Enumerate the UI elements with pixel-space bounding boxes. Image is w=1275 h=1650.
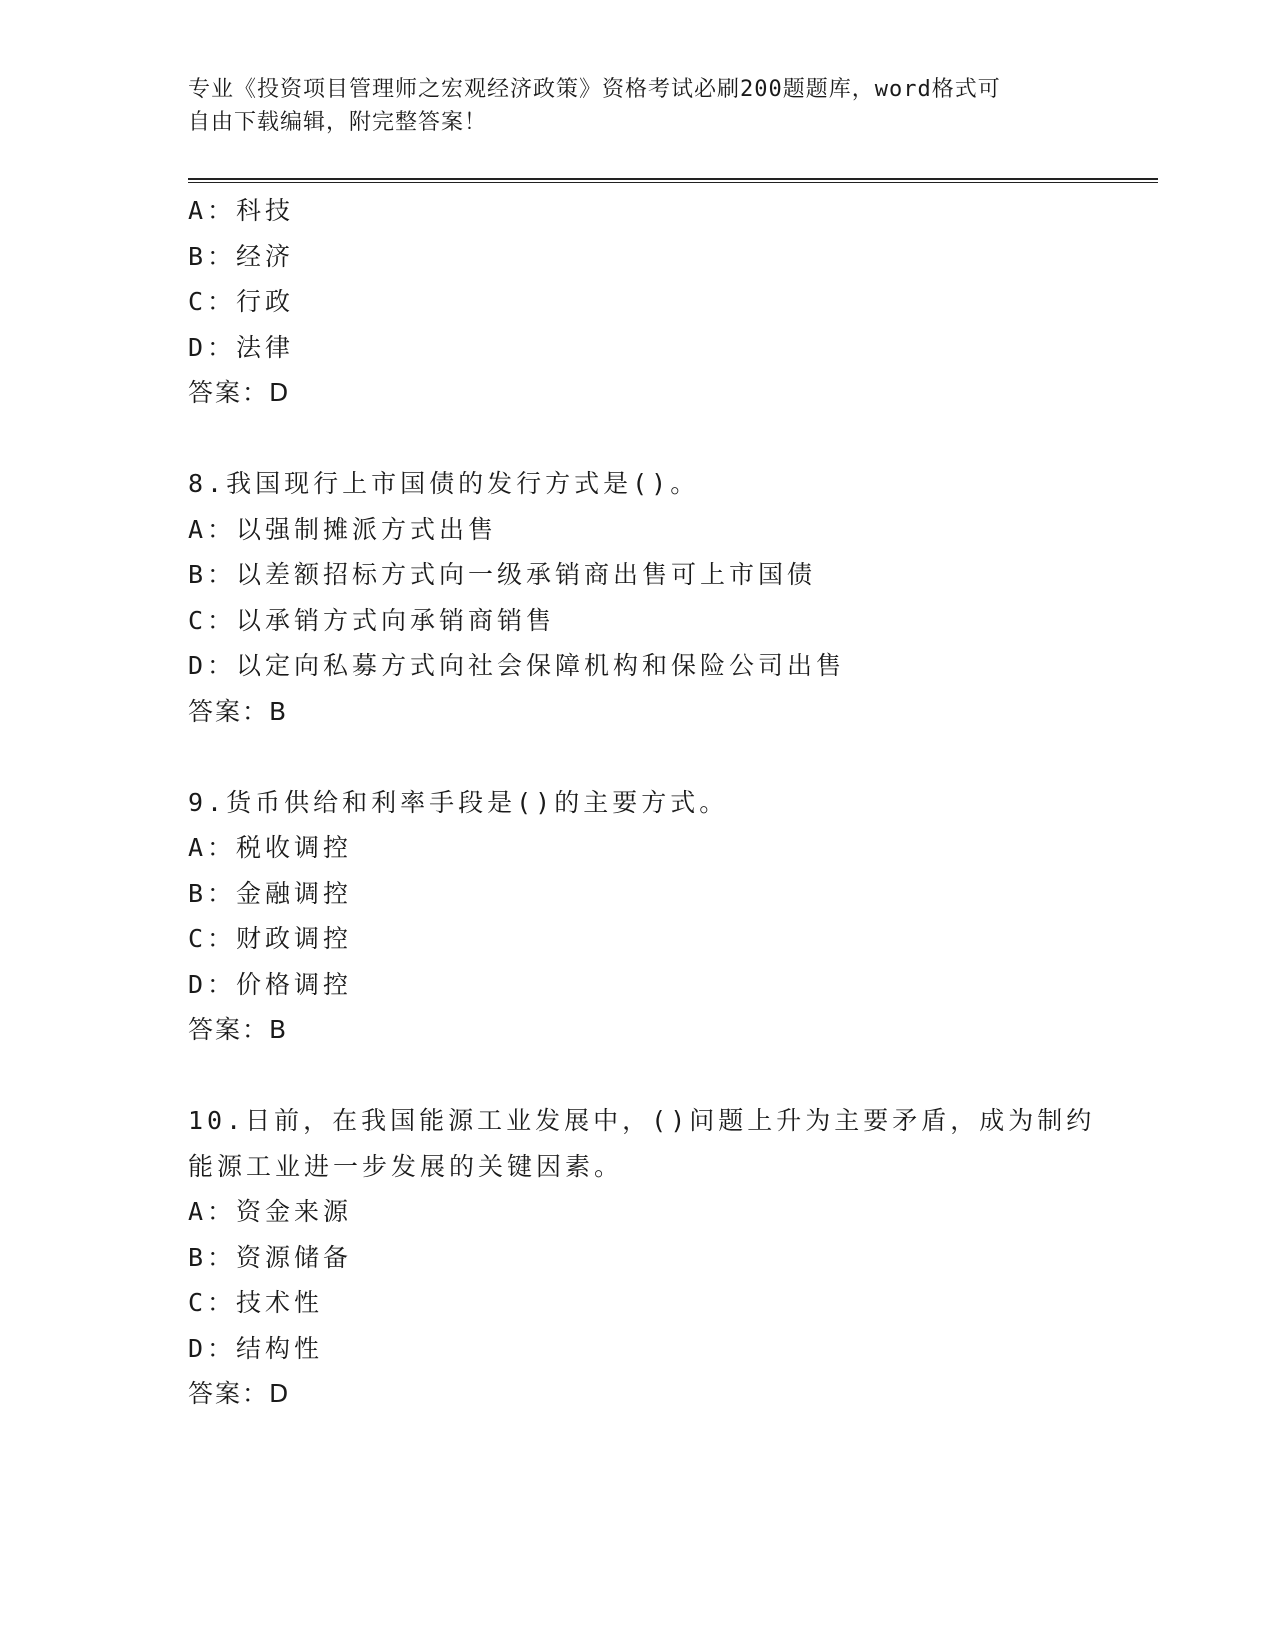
option-d: D：以定向私募方式向社会保障机构和保险公司出售	[188, 651, 846, 680]
page-header	[188, 73, 1088, 139]
option-c: C：技术性	[188, 1288, 324, 1317]
option-d: D：法律	[188, 332, 295, 362]
answer: 答案：B	[188, 696, 289, 726]
answer: 答案：D	[188, 378, 291, 407]
option-a: A：资金来源	[188, 1197, 353, 1226]
option-d: D：价格调控	[188, 969, 353, 999]
answer: 答案：B	[188, 1015, 289, 1044]
question-7	[188, 188, 1148, 416]
option-c: C：行政	[188, 287, 295, 316]
option-b: B：经济	[188, 241, 295, 271]
question-list	[188, 188, 1148, 1417]
option-c: C：以承销方式向承销商销售	[188, 605, 556, 635]
option-a: A：税收调控	[188, 833, 353, 862]
option-b: B：资源储备	[188, 1242, 353, 1272]
spacer	[188, 1053, 1148, 1099]
header-divider	[188, 178, 1158, 183]
header-line-2: 自由下载编辑，附完整答案！	[188, 110, 488, 135]
question-9	[188, 780, 1148, 1053]
question-10	[188, 1098, 1148, 1417]
question-stem: 8.我国现行上市国债的发行方式是()。	[188, 469, 700, 498]
question-stem-line-2: 能源工业进一步发展的关键因素。	[188, 1151, 624, 1181]
question-stem-line-1: 10.日前，在我国能源工业发展中，()问题上升为主要矛盾，成为制约	[188, 1106, 1096, 1135]
option-a: A：以强制摊派方式出售	[188, 514, 498, 544]
option-b: B：金融调控	[188, 878, 353, 908]
header-line-1: 专业《投资项目管理师之宏观经济政策》资格考试必刷200题题库，word格式可	[188, 77, 1001, 102]
option-d: D：结构性	[188, 1333, 324, 1363]
option-b: B：以差额招标方式向一级承销商出售可上市国债	[188, 560, 817, 589]
spacer	[188, 416, 1148, 462]
document-page	[188, 0, 1158, 1650]
question-8	[188, 461, 1148, 734]
spacer	[188, 734, 1148, 780]
option-a: A：科技	[188, 196, 295, 225]
answer: 答案：D	[188, 1379, 291, 1408]
question-stem: 9.货币供给和利率手段是()的主要方式。	[188, 787, 729, 817]
option-c: C：财政调控	[188, 924, 353, 953]
